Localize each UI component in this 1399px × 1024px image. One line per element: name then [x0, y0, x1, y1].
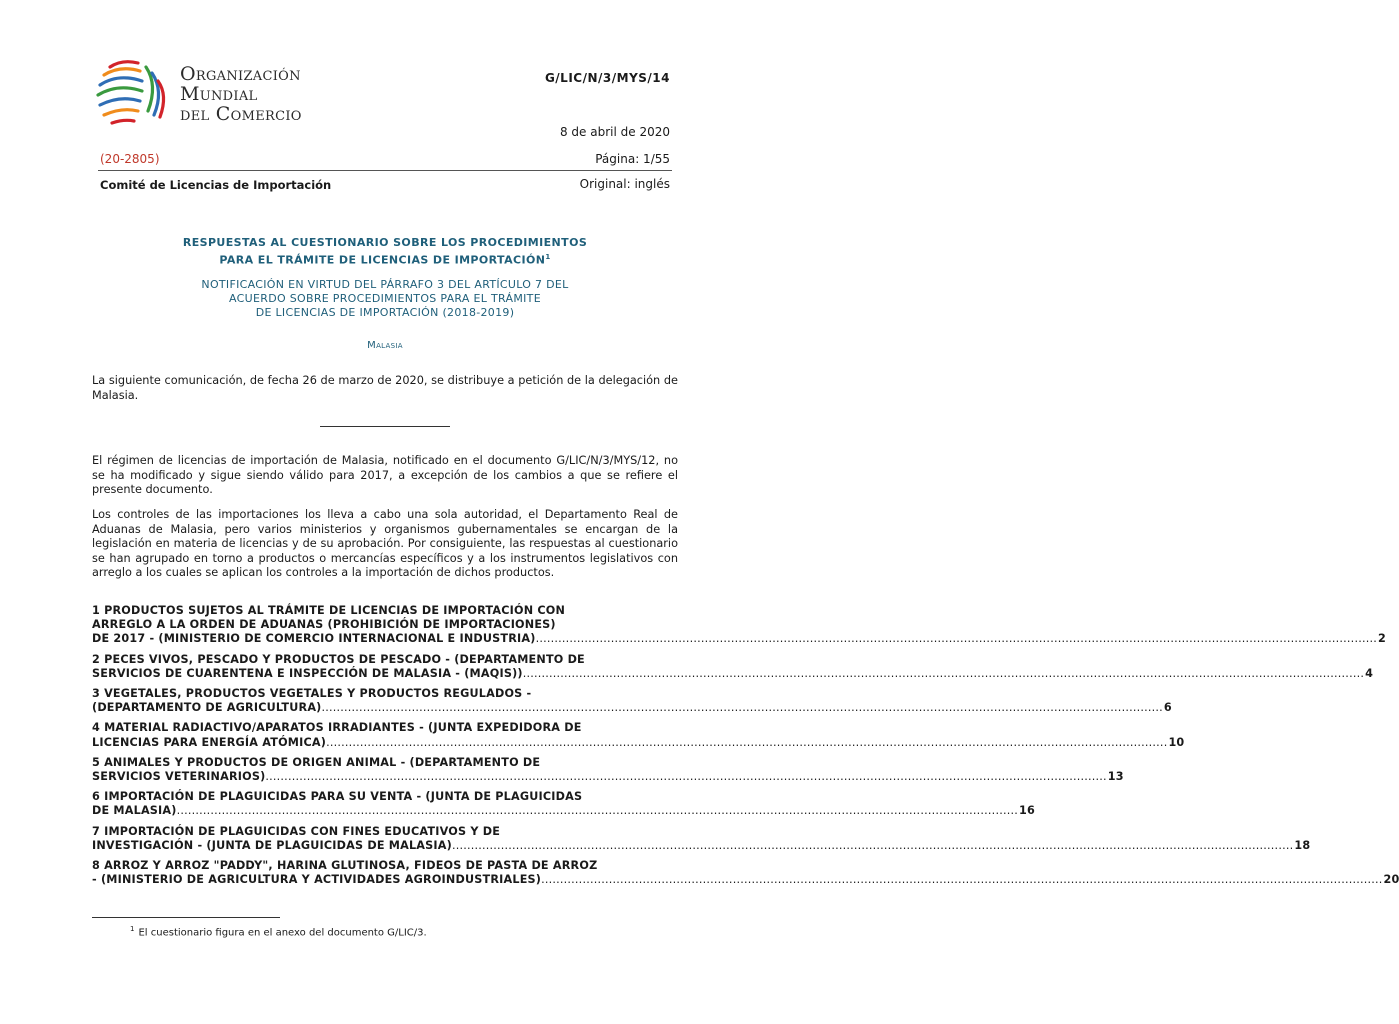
title-line2: PARA EL TRÁMITE DE LICENCIAS DE IMPORTACIÓN$^1$ [219, 253, 551, 267]
toc-entry-final-line [92, 873, 1399, 887]
toc-page-number: 20 [1383, 873, 1399, 887]
toc-entry-last-text: - (MINISTERIO DE AGRICULTURA Y ACTIVIDADES AGROINDUSTRIALES) [92, 873, 542, 887]
toc-entry-final-line [92, 666, 1374, 681]
toc-entry-final-line [92, 632, 1386, 646]
toc-entry[interactable] [92, 790, 1035, 818]
toc-entry-last-text: DE 2017 - (MINISTERIO DE COMERCIO INTERNACIONAL E INDUSTRIA) [92, 632, 536, 646]
toc-entry[interactable] [92, 755, 1124, 784]
subtitle-line3: DE LICENCIAS DE IMPORTACIÓN (2018-2019) [255, 306, 515, 319]
org-name-line3: del Comercio [180, 103, 302, 125]
toc-entry[interactable] [92, 824, 1311, 853]
toc-entry-final-line [92, 804, 1035, 818]
toc-leader-dots [452, 839, 1293, 853]
toc-leader-dots [523, 667, 1364, 681]
regime-paragraph: El régimen de licencias de importación de Malasia, notificado en el documento G/LIC/N/3/MYS/12, no se ha modificado y sigue siendo válido para 2017, a excepción de los cambios a que se refiere el presente documento. [92, 454, 678, 497]
footnote-text: El cuestionario figura en el anexo del documento G/LIC/3. [138, 927, 427, 939]
title-footnote-mark: 1 [545, 253, 551, 261]
wto-logo-icon [88, 55, 174, 135]
toc-page-number: 6 [1163, 701, 1172, 715]
toc-page-number: 18 [1294, 838, 1311, 852]
footnote [130, 925, 427, 938]
toc-entry-last-text: LICENCIAS PARA ENERGÍA ATÓMICA) [92, 735, 327, 749]
toc-entry[interactable] [92, 652, 1374, 681]
toc-leader-dots [265, 770, 1106, 784]
toc-entry-final-line [92, 838, 1311, 853]
toc-entry-line: 1 PRODUCTOS SUJETOS AL TRÁMITE DE LICENCIAS DE IMPORTACIÓN CON [92, 604, 566, 617]
table-of-contents [92, 604, 1399, 893]
toc-page-number: 4 [1365, 666, 1374, 680]
toc-entry[interactable] [92, 859, 1399, 887]
section-separator [320, 426, 450, 427]
toc-leader-dots [322, 701, 1163, 715]
toc-page-number: 13 [1107, 770, 1124, 784]
document-symbol: G/LIC/N/3/MYS/14 [544, 71, 670, 85]
toc-entry[interactable] [92, 721, 1185, 749]
toc-entry-line: 8 ARROZ Y ARROZ "PADDY", HARINA GLUTINOSA, FIDEOS DE PASTA DE ARROZ [92, 859, 598, 873]
committee-name: Comité de Licencias de Importación [100, 178, 332, 192]
intro-paragraph: La siguiente comunicación, de fecha 26 de marzo de 2020, se distribuye a petición de la delegación de Malasia. [92, 374, 678, 402]
original-language: Original: inglés [579, 177, 670, 191]
toc-leader-dots [326, 736, 1167, 750]
subtitle-line1: NOTIFICACIÓN EN VIRTUD DEL PÁRRAFO 3 DEL ARTÍCULO 7 DEL [201, 278, 569, 291]
subtitle-line2: ACUERDO SOBRE PROCEDIMIENTOS PARA EL TRÁMITE [229, 292, 541, 305]
toc-entry-final-line [92, 735, 1185, 750]
page-indicator: Página: 1/55 [595, 152, 670, 166]
toc-entry[interactable] [92, 687, 1172, 715]
toc-page-number: 10 [1168, 735, 1185, 749]
header-divider [98, 170, 672, 171]
document-reference: (20-2805) [100, 152, 160, 166]
toc-entry[interactable] [92, 604, 1386, 647]
toc-entry-line: 5 ANIMALES Y PRODUCTOS DE ORIGEN ANIMAL - (DEPARTAMENTO DE [92, 755, 541, 769]
document-title [98, 236, 672, 268]
toc-entry-last-text: SERVICIOS VETERINARIOS) [92, 770, 266, 784]
toc-entry-line: 7 IMPORTACIÓN DE PLAGUICIDAS CON FINES EDUCATIVOS Y DE [92, 824, 501, 838]
country-name: Malasia [367, 340, 403, 351]
toc-entry-final-line [92, 770, 1124, 784]
toc-entry-line: 6 IMPORTACIÓN DE PLAGUICIDAS PARA SU VENTA - (JUNTA DE PLAGUICIDAS [92, 790, 583, 804]
title-line1: RESPUESTAS AL CUESTIONARIO SOBRE LOS PROCEDIMIENTOS [182, 236, 588, 249]
footnote-divider [92, 917, 280, 918]
toc-leader-dots [177, 804, 1018, 818]
toc-leader-dots [536, 632, 1377, 646]
toc-entry-last-text: (DEPARTAMENTO DE AGRICULTURA) [92, 701, 322, 715]
toc-leader-dots [541, 873, 1382, 887]
organization-name [180, 64, 302, 124]
toc-entry-last-text: INVESTIGACIÓN - (JUNTA DE PLAGUICIDAS DE MALASIA) [92, 838, 452, 852]
toc-page-number: 16 [1018, 804, 1035, 818]
document-date: 8 de abril de 2020 [559, 125, 670, 139]
toc-entry-last-text: SERVICIOS DE CUARENTENA E INSPECCIÓN DE MALASIA - (MAQIS)) [92, 666, 523, 680]
toc-page-number: 2 [1377, 632, 1386, 646]
org-name-line2: Mundial [180, 83, 258, 105]
toc-entry-line: 2 PECES VIVOS, PESCADO Y PRODUCTOS DE PESCADO - (DEPARTAMENTO DE [92, 652, 585, 666]
toc-entry-last-text: DE MALASIA) [92, 804, 177, 818]
document-subtitle [98, 278, 672, 320]
toc-entry-line: 4 MATERIAL RADIACTIVO/APARATOS IRRADIANTES - (JUNTA EXPEDIDORA DE [92, 721, 582, 735]
controls-paragraph: Los controles de las importaciones los lleva a cabo una sola autoridad, el Departamento Real de Aduanas de Malasia, pero varios ministerios y organismos gubernamentales se encargan de la legislación en materia de licencias y de su aprobación. Por consiguiente, las respuestas al cuestionario se han agrupado en torno a productos o mercancías específicos y a los instrumentos legislativos con arreglo a los cuales se aplican los controles a la importación de dichos productos. [92, 508, 678, 580]
toc-entry-line: 3 VEGETALES, PRODUCTOS VEGETALES Y PRODUCTOS REGULADOS - [92, 687, 532, 701]
toc-entry-final-line [92, 701, 1172, 715]
footnote-mark: 1 [130, 925, 135, 933]
toc-entry-line: ARREGLO A LA ORDEN DE ADUANAS (PROHIBICIÓN DE IMPORTACIONES) [92, 618, 556, 632]
org-name-line1: Organización [180, 63, 301, 85]
